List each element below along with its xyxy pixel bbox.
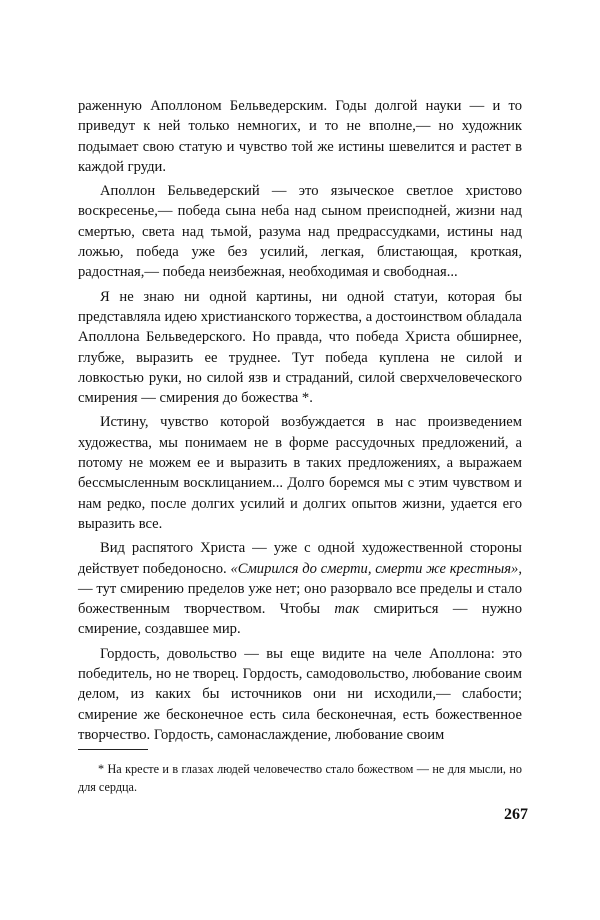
emphasis-word: так bbox=[334, 601, 360, 618]
paragraph-4: Истину, чувство которой возбуждается в нас произведением художества, мы понимаем не в форме рассудочных предложений, а потому не можем ее и выразить в таких предложениях, а выражаем бессмысленным восклицанием... Долго боремся мы с этим чувством и нам редко, после долгих усилий и долгих опытов жизни, удается его выразить все. bbox=[78, 414, 522, 532]
paragraph-5-part-1: Вид распятого Христа — уже с одной художественной стороны действует победоносно. bbox=[78, 540, 522, 577]
paragraph-6: Гордость, довольство — вы еще видите на челе Аполлона: это победитель, но не творец. Гордость, самодовольство, любование своим делом, из каких бы источников они ни исходили,— слабости; смирение же бесконечное есть сила бесконечная, есть божественное творчество. Гордость, самонаслаждение, любование своим bbox=[78, 645, 522, 743]
footnote-divider bbox=[78, 749, 148, 750]
footnote: * На кресте и в глазах людей человечество стало божеством — не для мысли, но для сердца. bbox=[78, 762, 522, 794]
paragraph-3: Я не знаю ни одной картины, ни одной статуи, которая бы представляла идею христианского торжества, а достоинством обладала Аполлона Бельведерского. Но правда, что победа Христа обширнее, глубже, выразить ее труднее. Тут победа куплена не силой и ловкостью руки, но силой язв и страданий, силой сверхчеловеческого смирения — смирения до божества *. bbox=[78, 288, 522, 407]
paragraph-5-part-2: ,— тут смирению пределов уже нет; оно разорвало все пределы и стало божественным творчеством. Чтобы bbox=[78, 560, 523, 618]
scripture-quote: «Смирился до смерти, смерти же крестныя» bbox=[230, 560, 519, 577]
paragraph-5-part-3: смириться — нужно смирение, создавшее мир. bbox=[78, 601, 522, 638]
paragraph-5 bbox=[78, 538, 522, 639]
paragraph-1: раженную Аполлоном Бельведерским. Годы долгой науки — и то приведут к ней только немногих, и то не вполне,— но художник подымает свою статую и чувство той же истины шевелится и растет в каждой груди. bbox=[78, 98, 522, 175]
body-text bbox=[78, 96, 522, 745]
paragraph-2: Аполлон Бельведерский — это языческое светлое христово воскресенье,— победа сына неба над сыном преисподней, жизни над смертью, света над тьмой, разума над предрассудками, истины над ложью, победа уже без усилий, легкая, блистающая, кроткая, радостная,— победа неизбежная, необходимая и свободная... bbox=[78, 183, 522, 281]
page-number: 267 bbox=[504, 806, 528, 823]
